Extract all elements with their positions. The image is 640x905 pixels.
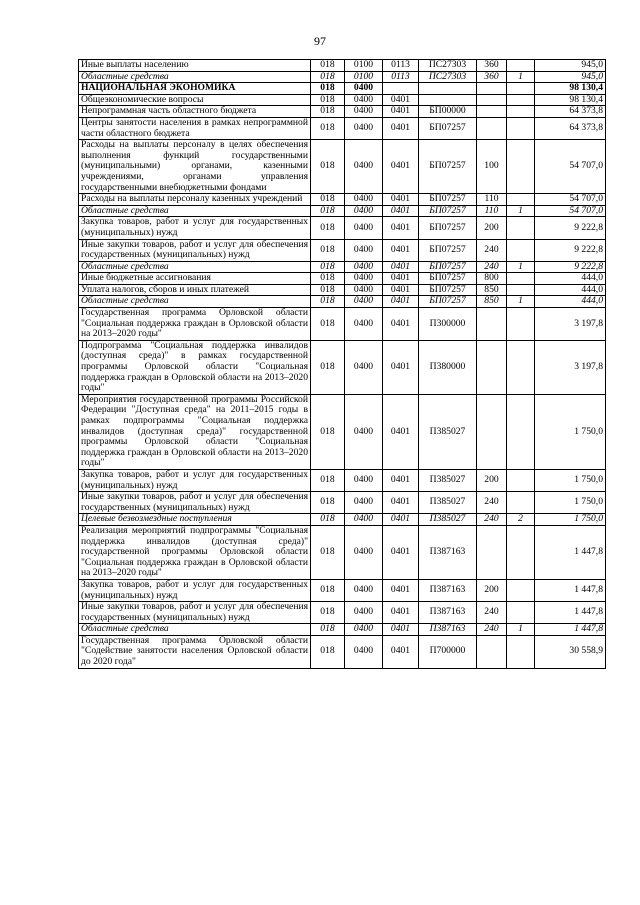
- expense-type-cell: 240: [477, 239, 507, 261]
- section-code-cell: 0400: [345, 624, 383, 636]
- section-code-cell: 0400: [345, 469, 383, 491]
- amount-cell: 945,0: [535, 60, 606, 72]
- section-code-cell: 0400: [345, 217, 383, 239]
- expense-type-cell: 200: [477, 217, 507, 239]
- subsection-code-cell: 0401: [383, 296, 419, 308]
- row-name-cell: Мероприятия государственной программы Российской Федерации "Доступная среда" на 2011–2015 годы в рамках подпрограммы "Социальная поддержка инвалидов (доступная среда)" государственной программы Орловской области "Социальная поддержка граждан в Орловской области на 2013–2020 годы": [79, 394, 311, 469]
- target-article-cell: П385027: [419, 469, 477, 491]
- table-row: [79, 635, 606, 668]
- section-code-cell: 0400: [345, 205, 383, 217]
- funding-source-cell: 1: [507, 71, 535, 83]
- budget-table: [78, 59, 606, 669]
- section-code-cell: 0400: [345, 296, 383, 308]
- funding-source-cell: [507, 308, 535, 341]
- department-code-cell: 018: [311, 261, 345, 273]
- table-row: [79, 71, 606, 83]
- amount-cell: 1 447,8: [535, 525, 606, 579]
- subsection-code-cell: 0401: [383, 624, 419, 636]
- subsection-code-cell: 0401: [383, 239, 419, 261]
- expense-type-cell: 240: [477, 624, 507, 636]
- table-row: [79, 60, 606, 72]
- funding-source-cell: [507, 239, 535, 261]
- funding-source-cell: 1: [507, 624, 535, 636]
- expense-type-cell: 240: [477, 514, 507, 526]
- amount-cell: 9 222,8: [535, 261, 606, 273]
- department-code-cell: 018: [311, 624, 345, 636]
- row-name-cell: НАЦИОНАЛЬНАЯ ЭКОНОМИКА: [79, 83, 311, 95]
- department-code-cell: 018: [311, 284, 345, 296]
- expense-type-cell: [477, 635, 507, 668]
- funding-source-cell: [507, 469, 535, 491]
- department-code-cell: 018: [311, 273, 345, 285]
- funding-source-cell: 2: [507, 514, 535, 526]
- department-code-cell: 018: [311, 205, 345, 217]
- target-article-cell: П300000: [419, 308, 477, 341]
- department-code-cell: 018: [311, 308, 345, 341]
- department-code-cell: 018: [311, 71, 345, 83]
- expense-type-cell: [477, 94, 507, 106]
- target-article-cell: БП07257: [419, 239, 477, 261]
- table-row: [79, 525, 606, 579]
- expense-type-cell: 200: [477, 469, 507, 491]
- row-name-cell: Областные средства: [79, 624, 311, 636]
- table-row: [79, 514, 606, 526]
- section-code-cell: 0400: [345, 340, 383, 394]
- subsection-code-cell: 0401: [383, 492, 419, 514]
- subsection-code-cell: 0401: [383, 394, 419, 469]
- section-code-cell: 0400: [345, 106, 383, 118]
- amount-cell: 54 707,0: [535, 194, 606, 206]
- funding-source-cell: [507, 602, 535, 624]
- target-article-cell: БП07257: [419, 205, 477, 217]
- row-name-cell: Центры занятости населения в рамках непрограммной части областного бюджета: [79, 117, 311, 139]
- row-name-cell: Подпрограмма "Социальная поддержка инвалидов (доступная среда)" в рамках государственной программы Орловской области "Социальная поддержка граждан в Орловской области на 2013–2020 годы": [79, 340, 311, 394]
- target-article-cell: П385027: [419, 514, 477, 526]
- subsection-code-cell: 0401: [383, 117, 419, 139]
- department-code-cell: 018: [311, 83, 345, 95]
- target-article-cell: ПС27303: [419, 71, 477, 83]
- funding-source-cell: [507, 94, 535, 106]
- amount-cell: 98 130,4: [535, 94, 606, 106]
- amount-cell: 3 197,8: [535, 308, 606, 341]
- expense-type-cell: 360: [477, 71, 507, 83]
- subsection-code-cell: 0401: [383, 284, 419, 296]
- section-code-cell: 0400: [345, 94, 383, 106]
- subsection-code-cell: 0401: [383, 308, 419, 341]
- row-name-cell: Закупка товаров, работ и услуг для государственных (муниципальных) нужд: [79, 217, 311, 239]
- row-name-cell: Закупка товаров, работ и услуг для государственных (муниципальных) нужд: [79, 579, 311, 601]
- row-name-cell: Областные средства: [79, 205, 311, 217]
- target-article-cell: П385027: [419, 394, 477, 469]
- funding-source-cell: [507, 117, 535, 139]
- subsection-code-cell: [383, 83, 419, 95]
- amount-cell: 1 447,8: [535, 624, 606, 636]
- expense-type-cell: 850: [477, 296, 507, 308]
- target-article-cell: БП07257: [419, 117, 477, 139]
- table-row: [79, 624, 606, 636]
- funding-source-cell: [507, 284, 535, 296]
- subsection-code-cell: 0401: [383, 469, 419, 491]
- expense-type-cell: [477, 525, 507, 579]
- table-row: [79, 205, 606, 217]
- table-row: [79, 194, 606, 206]
- department-code-cell: 018: [311, 525, 345, 579]
- row-name-cell: Иные закупки товаров, работ и услуг для обеспечения государственных (муниципальных) нужд: [79, 602, 311, 624]
- funding-source-cell: [507, 106, 535, 118]
- target-article-cell: П387163: [419, 525, 477, 579]
- table-row: [79, 83, 606, 95]
- row-name-cell: Общеэкономические вопросы: [79, 94, 311, 106]
- funding-source-cell: [507, 140, 535, 194]
- table-row: [79, 239, 606, 261]
- subsection-code-cell: 0401: [383, 340, 419, 394]
- target-article-cell: П387163: [419, 602, 477, 624]
- table-row: [79, 106, 606, 118]
- table-row: [79, 308, 606, 341]
- amount-cell: 54 707,0: [535, 140, 606, 194]
- target-article-cell: [419, 83, 477, 95]
- table-row: [79, 140, 606, 194]
- subsection-code-cell: 0401: [383, 602, 419, 624]
- row-name-cell: Иные выплаты населению: [79, 60, 311, 72]
- department-code-cell: 018: [311, 635, 345, 668]
- row-name-cell: Областные средства: [79, 296, 311, 308]
- table-row: [79, 340, 606, 394]
- section-code-cell: 0400: [345, 261, 383, 273]
- subsection-code-cell: 0401: [383, 106, 419, 118]
- section-code-cell: 0400: [345, 83, 383, 95]
- amount-cell: 444,0: [535, 273, 606, 285]
- target-article-cell: П387163: [419, 624, 477, 636]
- amount-cell: 1 750,0: [535, 394, 606, 469]
- row-name-cell: Государственная программа Орловской области "Социальная поддержка граждан в Орловской области на 2013–2020 годы": [79, 308, 311, 341]
- target-article-cell: П387163: [419, 579, 477, 601]
- section-code-cell: 0100: [345, 60, 383, 72]
- subsection-code-cell: 0401: [383, 261, 419, 273]
- amount-cell: 64 373,8: [535, 117, 606, 139]
- department-code-cell: 018: [311, 602, 345, 624]
- row-name-cell: Областные средства: [79, 261, 311, 273]
- expense-type-cell: 240: [477, 492, 507, 514]
- table-row: [79, 602, 606, 624]
- target-article-cell: БП07257: [419, 194, 477, 206]
- subsection-code-cell: 0401: [383, 205, 419, 217]
- amount-cell: 1 750,0: [535, 469, 606, 491]
- row-name-cell: Иные закупки товаров, работ и услуг для обеспечения государственных (муниципальных) нужд: [79, 239, 311, 261]
- section-code-cell: 0400: [345, 525, 383, 579]
- department-code-cell: 018: [311, 106, 345, 118]
- funding-source-cell: 1: [507, 261, 535, 273]
- section-code-cell: 0400: [345, 284, 383, 296]
- department-code-cell: 018: [311, 492, 345, 514]
- target-article-cell: БП07257: [419, 140, 477, 194]
- amount-cell: 1 750,0: [535, 492, 606, 514]
- funding-source-cell: [507, 60, 535, 72]
- subsection-code-cell: 0113: [383, 60, 419, 72]
- row-name-cell: Целевые безвозмездные поступления: [79, 514, 311, 526]
- section-code-cell: 0400: [345, 194, 383, 206]
- subsection-code-cell: 0401: [383, 194, 419, 206]
- table-row: [79, 217, 606, 239]
- expense-type-cell: 360: [477, 60, 507, 72]
- expense-type-cell: 240: [477, 602, 507, 624]
- section-code-cell: 0400: [345, 514, 383, 526]
- row-name-cell: Областные средства: [79, 71, 311, 83]
- budget-table-body: [79, 60, 606, 669]
- amount-cell: 1 750,0: [535, 514, 606, 526]
- subsection-code-cell: 0401: [383, 140, 419, 194]
- table-row: [79, 469, 606, 491]
- subsection-code-cell: 0401: [383, 579, 419, 601]
- target-article-cell: БП07257: [419, 273, 477, 285]
- table-row: [79, 492, 606, 514]
- table-row: [79, 117, 606, 139]
- department-code-cell: 018: [311, 239, 345, 261]
- expense-type-cell: 110: [477, 194, 507, 206]
- target-article-cell: БП00000: [419, 106, 477, 118]
- row-name-cell: Уплата налогов, сборов и иных платежей: [79, 284, 311, 296]
- expense-type-cell: 200: [477, 579, 507, 601]
- row-name-cell: Расходы на выплаты персоналу казенных учреждений: [79, 194, 311, 206]
- subsection-code-cell: 0401: [383, 217, 419, 239]
- section-code-cell: 0400: [345, 273, 383, 285]
- section-code-cell: 0400: [345, 308, 383, 341]
- department-code-cell: 018: [311, 140, 345, 194]
- subsection-code-cell: 0401: [383, 525, 419, 579]
- amount-cell: 444,0: [535, 284, 606, 296]
- department-code-cell: 018: [311, 94, 345, 106]
- funding-source-cell: [507, 217, 535, 239]
- department-code-cell: 018: [311, 340, 345, 394]
- row-name-cell: Иные бюджетные ассигнования: [79, 273, 311, 285]
- row-name-cell: Иные закупки товаров, работ и услуг для обеспечения государственных (муниципальных) нужд: [79, 492, 311, 514]
- funding-source-cell: [507, 492, 535, 514]
- target-article-cell: БП07257: [419, 296, 477, 308]
- row-name-cell: Непрограммная часть областного бюджета: [79, 106, 311, 118]
- target-article-cell: [419, 94, 477, 106]
- section-code-cell: 0400: [345, 239, 383, 261]
- funding-source-cell: 1: [507, 296, 535, 308]
- subsection-code-cell: 0113: [383, 71, 419, 83]
- section-code-cell: 0400: [345, 492, 383, 514]
- department-code-cell: 018: [311, 394, 345, 469]
- amount-cell: 3 197,8: [535, 340, 606, 394]
- amount-cell: 9 222,8: [535, 217, 606, 239]
- department-code-cell: 018: [311, 60, 345, 72]
- target-article-cell: БП07257: [419, 261, 477, 273]
- amount-cell: 64 373,8: [535, 106, 606, 118]
- section-code-cell: 0400: [345, 140, 383, 194]
- subsection-code-cell: 0401: [383, 273, 419, 285]
- funding-source-cell: [507, 273, 535, 285]
- department-code-cell: 018: [311, 217, 345, 239]
- section-code-cell: 0400: [345, 602, 383, 624]
- row-name-cell: Государственная программа Орловской области "Содействие занятости населения Орловской области до 2020 года": [79, 635, 311, 668]
- expense-type-cell: [477, 117, 507, 139]
- row-name-cell: Закупка товаров, работ и услуг для государственных (муниципальных) нужд: [79, 469, 311, 491]
- department-code-cell: 018: [311, 296, 345, 308]
- department-code-cell: 018: [311, 194, 345, 206]
- expense-type-cell: [477, 83, 507, 95]
- amount-cell: 444,0: [535, 296, 606, 308]
- expense-type-cell: [477, 340, 507, 394]
- table-row: [79, 579, 606, 601]
- row-name-cell: Расходы на выплаты персоналу в целях обеспечения выполнения функций государственными (муниципальными) органами, казенными учреждениями, органами управления государственными внебюджетными фондами: [79, 140, 311, 194]
- amount-cell: 98 130,4: [535, 83, 606, 95]
- funding-source-cell: 1: [507, 205, 535, 217]
- table-row: [79, 296, 606, 308]
- subsection-code-cell: 0401: [383, 635, 419, 668]
- target-article-cell: ПС27303: [419, 60, 477, 72]
- expense-type-cell: [477, 308, 507, 341]
- subsection-code-cell: 0401: [383, 514, 419, 526]
- table-row: [79, 394, 606, 469]
- section-code-cell: 0400: [345, 635, 383, 668]
- expense-type-cell: 800: [477, 273, 507, 285]
- amount-cell: 1 447,8: [535, 602, 606, 624]
- funding-source-cell: [507, 83, 535, 95]
- funding-source-cell: [507, 579, 535, 601]
- target-article-cell: БП07257: [419, 217, 477, 239]
- section-code-cell: 0400: [345, 394, 383, 469]
- funding-source-cell: [507, 394, 535, 469]
- amount-cell: 1 447,8: [535, 579, 606, 601]
- target-article-cell: П385027: [419, 492, 477, 514]
- expense-type-cell: 850: [477, 284, 507, 296]
- department-code-cell: 018: [311, 579, 345, 601]
- amount-cell: 945,0: [535, 71, 606, 83]
- table-row: [79, 94, 606, 106]
- department-code-cell: 018: [311, 117, 345, 139]
- table-row: [79, 284, 606, 296]
- department-code-cell: 018: [311, 469, 345, 491]
- amount-cell: 30 558,9: [535, 635, 606, 668]
- row-name-cell: Реализация мероприятий подпрограммы "Социальная поддержка инвалидов (доступная среда)" государственной программы Орловской области "Социальная поддержка граждан в Орловской области на 2013–2020 годы": [79, 525, 311, 579]
- funding-source-cell: [507, 194, 535, 206]
- subsection-code-cell: 0401: [383, 94, 419, 106]
- target-article-cell: БП07257: [419, 284, 477, 296]
- amount-cell: 54 707,0: [535, 205, 606, 217]
- expense-type-cell: [477, 106, 507, 118]
- funding-source-cell: [507, 525, 535, 579]
- expense-type-cell: 240: [477, 261, 507, 273]
- target-article-cell: П380000: [419, 340, 477, 394]
- section-code-cell: 0400: [345, 117, 383, 139]
- funding-source-cell: [507, 635, 535, 668]
- target-article-cell: П700000: [419, 635, 477, 668]
- section-code-cell: 0100: [345, 71, 383, 83]
- table-row: [79, 273, 606, 285]
- section-code-cell: 0400: [345, 579, 383, 601]
- page-number: 97: [314, 34, 326, 48]
- amount-cell: 9 222,8: [535, 239, 606, 261]
- funding-source-cell: [507, 340, 535, 394]
- table-row: [79, 261, 606, 273]
- department-code-cell: 018: [311, 514, 345, 526]
- expense-type-cell: 100: [477, 140, 507, 194]
- expense-type-cell: 110: [477, 205, 507, 217]
- expense-type-cell: [477, 394, 507, 469]
